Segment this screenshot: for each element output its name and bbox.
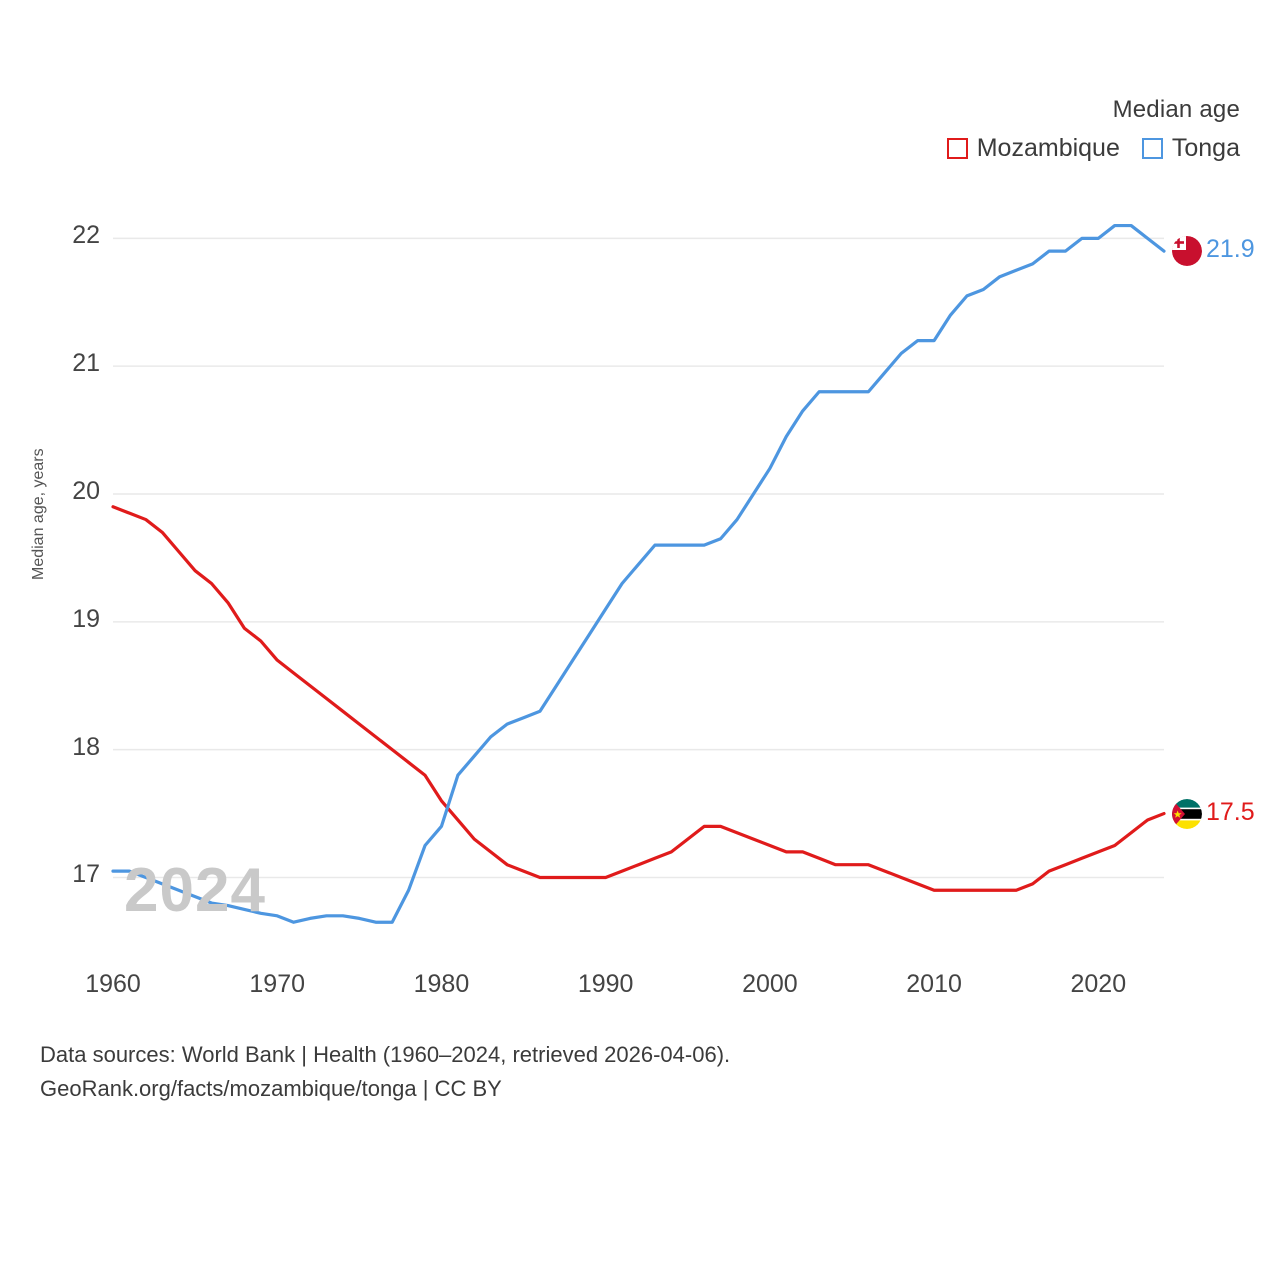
y-tick-label: 20	[72, 477, 100, 505]
legend-label-mozambique: Mozambique	[976, 134, 1120, 162]
x-tick-label: 1980	[413, 970, 470, 998]
x-tick-label: 2000	[742, 970, 798, 998]
tonga-flag-icon	[1172, 236, 1202, 266]
footer-line-1: Data sources: World Bank | Health (1960–2024, retrieved 2026-04-06).	[40, 1042, 731, 1067]
legend-title: Median age	[1112, 96, 1240, 123]
y-tick-label: 19	[72, 604, 100, 633]
y-axis-title: Median age, years	[30, 448, 47, 580]
x-tick-label: 2010	[906, 970, 962, 998]
mozambique-flag-icon	[1172, 799, 1202, 829]
y-tick-label: 22	[72, 221, 100, 250]
chart-footer	[40, 1038, 730, 1106]
legend-label-tonga: Tonga	[1171, 134, 1240, 162]
year-watermark: 2024	[124, 856, 266, 925]
x-tick-label: 1990	[577, 970, 634, 998]
x-tick-label: 1970	[249, 970, 306, 998]
series-line-tonga	[113, 226, 1164, 923]
x-tick-label: 2020	[1070, 970, 1127, 998]
y-tick-label: 17	[72, 860, 100, 889]
end-value-label-mozambique: 17.5	[1206, 797, 1255, 826]
y-tick-label: 21	[72, 349, 100, 378]
y-tick-label: 18	[72, 732, 100, 761]
end-value-label-tonga: 21.9	[1206, 235, 1255, 264]
footer-line-2: GeoRank.org/facts/mozambique/tonga | CC BY	[40, 1076, 502, 1102]
x-tick-label: 1960	[85, 970, 141, 998]
